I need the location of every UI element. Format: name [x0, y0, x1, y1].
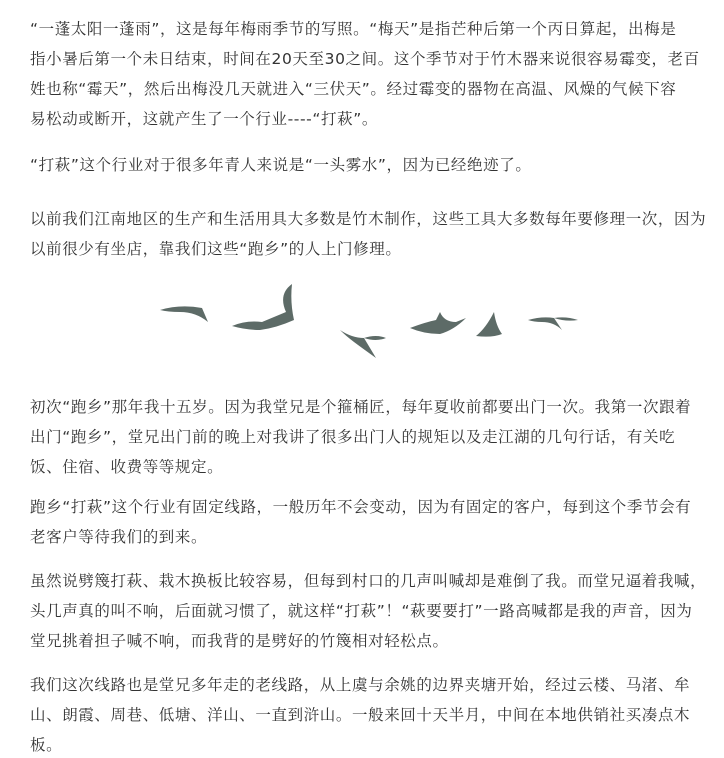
text-line: 出门“跑乡”，堂兄出门前的晚上对我讲了很多出门人的规矩以及走江湖的几句行话，有关吃	[30, 428, 676, 446]
text-line: “一蓬太阳一蓬雨”，这是每年梅雨季节的写照。“梅天”是指芒种后第一个丙日算起，出梅是	[30, 20, 677, 38]
text-line: 我们这次线路也是堂兄多年走的老线路，从上虞与余姚的边界夹塘开始，经过云楼、马渚、牟	[30, 676, 691, 694]
bird-icon	[340, 330, 386, 358]
text-line: “打萩”这个行业对于很多年青人来说是“一头雾水”，因为已经绝迹了。	[30, 156, 532, 174]
paragraph-2	[30, 152, 531, 178]
text-line: 头几声真的叫不响，后面就习惯了，就这样“打萩”！“萩要要打”一路高喊都是我的声音，因为	[30, 602, 693, 620]
paragraph-1	[30, 16, 700, 132]
text-line: 山、朗霞、周巷、低塘、洋山、一直到浒山。一般来回十天半月，中间在本地供销社买凑点木	[30, 706, 691, 724]
bird-icon	[232, 284, 294, 330]
paragraph-7	[30, 672, 690, 758]
text-line: 易松动或断开，这就产生了一个行业----“打萩”。	[30, 110, 378, 128]
bird-icon	[528, 317, 578, 330]
text-line: 初次“跑乡”那年我十五岁。因为我堂兄是个箍桶匠，每年夏收前都要出门一次。我第一次跟着	[30, 398, 692, 416]
paragraph-3	[30, 206, 706, 262]
text-line: 虽然说劈篾打萩、栽木换板比较容易，但每到村口的几声叫喊却是难倒了我。而堂兄逼着我喊，	[30, 572, 707, 590]
text-line: 堂兄挑着担子喊不响，而我背的是劈好的竹篾相对轻松点。	[30, 632, 449, 650]
text-line: 饭、住宿、收费等等规定。	[30, 458, 224, 476]
bird-icon	[160, 306, 208, 322]
paragraph-6	[30, 568, 706, 654]
bird-icon	[410, 312, 466, 334]
text-line: 指小暑后第一个未日结束，时间在20天至30之间。这个季节对于竹木器来说很容易霉变，老百	[30, 50, 700, 68]
paragraph-4	[30, 394, 691, 480]
text-line: 姓也称“霉天”，然后出梅没几天就进入“三伏天”。经过霉变的器物在高温、风燥的气候下容	[30, 80, 677, 98]
bird-icon	[476, 312, 502, 337]
flying-birds-icon	[150, 272, 590, 372]
text-line: 板。	[30, 736, 63, 754]
paragraph-5	[30, 494, 691, 550]
text-line: 跑乡“打萩”这个行业有固定线路，一般历年不会变动，因为有固定的客户，每到这个季节会有	[30, 498, 692, 516]
text-line: 老客户等待我们的到来。	[30, 528, 208, 546]
text-line: 以前我们江南地区的生产和生活用具大多数是竹木制作，这些工具大多数每年要修理一次，因为	[30, 210, 707, 228]
text-line: 以前很少有坐店，靠我们这些“跑乡”的人上门修理。	[30, 240, 402, 258]
